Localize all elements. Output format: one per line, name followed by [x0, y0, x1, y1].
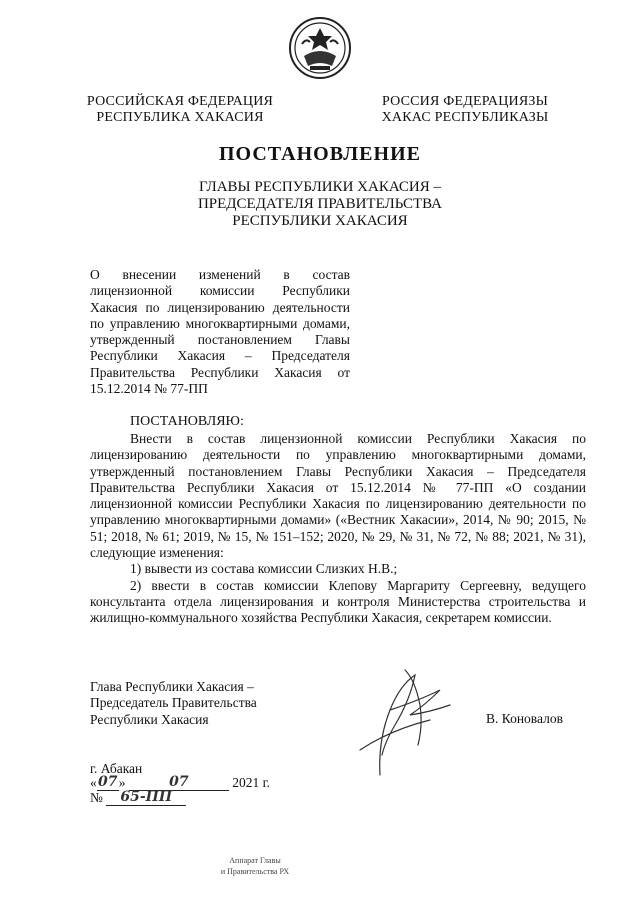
date-month: 07 — [129, 775, 229, 791]
document-body — [90, 431, 586, 627]
office-stamp — [200, 855, 310, 877]
header-right-line1: РОССИЯ ФЕДЕРАЦИЯЗЫ — [381, 94, 549, 109]
coat-of-arms-emblem — [288, 16, 352, 80]
signatory-name: В. Коновалов — [486, 711, 563, 726]
document-title: ПОСТАНОВЛЕНИЕ — [219, 143, 421, 165]
document-number-line — [90, 790, 186, 806]
document-subtitle — [170, 179, 470, 230]
header-right-line2: ХАКАС РЕСПУБЛИКАЗЫ — [381, 110, 549, 125]
stamp-line2: и Правительства РХ — [220, 867, 290, 876]
document-number: 65-ПП — [106, 790, 186, 806]
signatory-line3: Республики Хакасия — [90, 711, 209, 727]
body-paragraph: Внести в состав лицензионной комиссии Республики Хакасия по лицензированию деятельности по управлению многоквартирными домами, утвержденный постановлением Главы Республики Хакасия – Председателя Правительства Республики Хакасия от 15.12.2014 № 77-ПП «О создании лицензионной комиссии Республики Хакасия по лицензированию деятельности по управлению многоквартирными домами» («Вестник Хакасии», 2014, № 90; 2015, № 51; 2018, № 61; 2019, № 15, № 151–152; 2020, № 29, № 31, № 72, № 88; 2021, № 31), следующие изменения: — [90, 431, 586, 561]
resolution-word: ПОСТАНОВЛЯЮ: — [130, 414, 244, 429]
subtitle-line2: ПРЕДСЕДАТЕЛЯ ПРАВИТЕЛЬСТВА — [197, 196, 443, 212]
signatory-line1: Глава Республики Хакасия – — [90, 679, 254, 694]
body-item-1: 1) вывести из состава комиссии Слизких Н.В.; — [130, 561, 398, 577]
header-left-line2: РЕСПУБЛИКА ХАКАСИЯ — [96, 110, 264, 125]
stamp-line1: Аппарат Главы — [229, 856, 281, 865]
date-year: 2021 г. — [232, 775, 271, 790]
city: г. Абакан — [90, 761, 143, 776]
header-right — [370, 94, 560, 126]
date-day: 07 — [98, 774, 118, 790]
subtitle-line3: РЕСПУБЛИКИ ХАКАСИЯ — [232, 213, 408, 229]
number-prefix: № — [90, 790, 103, 805]
subtitle-line1: ГЛАВЫ РЕСПУБЛИКИ ХАКАСИЯ – — [198, 179, 442, 195]
body-item-2: 2) ввести в состав комиссии Клепову Маргариту Сергеевну, ведущего консультанта отдела лицензирования и контроля Министерства строительства и жилищно-коммунального хозяйства Республики Хакасия, секретарем комиссии. — [90, 577, 586, 626]
document-subject: О внесении изменений в состав лицензионной комиссии Республики Хакасия по лицензированию деятельности по управлению многоквартирными домами, утвержденный постановлением Главы Республики Хакасия – Председателя Правительства Республики Хакасия от 15.12.2014 № 77-ПП — [90, 267, 350, 397]
date-quote-close: » — [118, 775, 126, 790]
signatory-title — [90, 679, 310, 728]
header-left-line1: РОССИЙСКАЯ ФЕДЕРАЦИЯ — [86, 94, 274, 109]
date-line — [90, 775, 270, 791]
signatory-line2: Председатель Правительства — [90, 695, 257, 711]
date-quote-open: « — [90, 775, 97, 790]
handwritten-signature — [320, 650, 490, 780]
header-left — [80, 94, 280, 126]
